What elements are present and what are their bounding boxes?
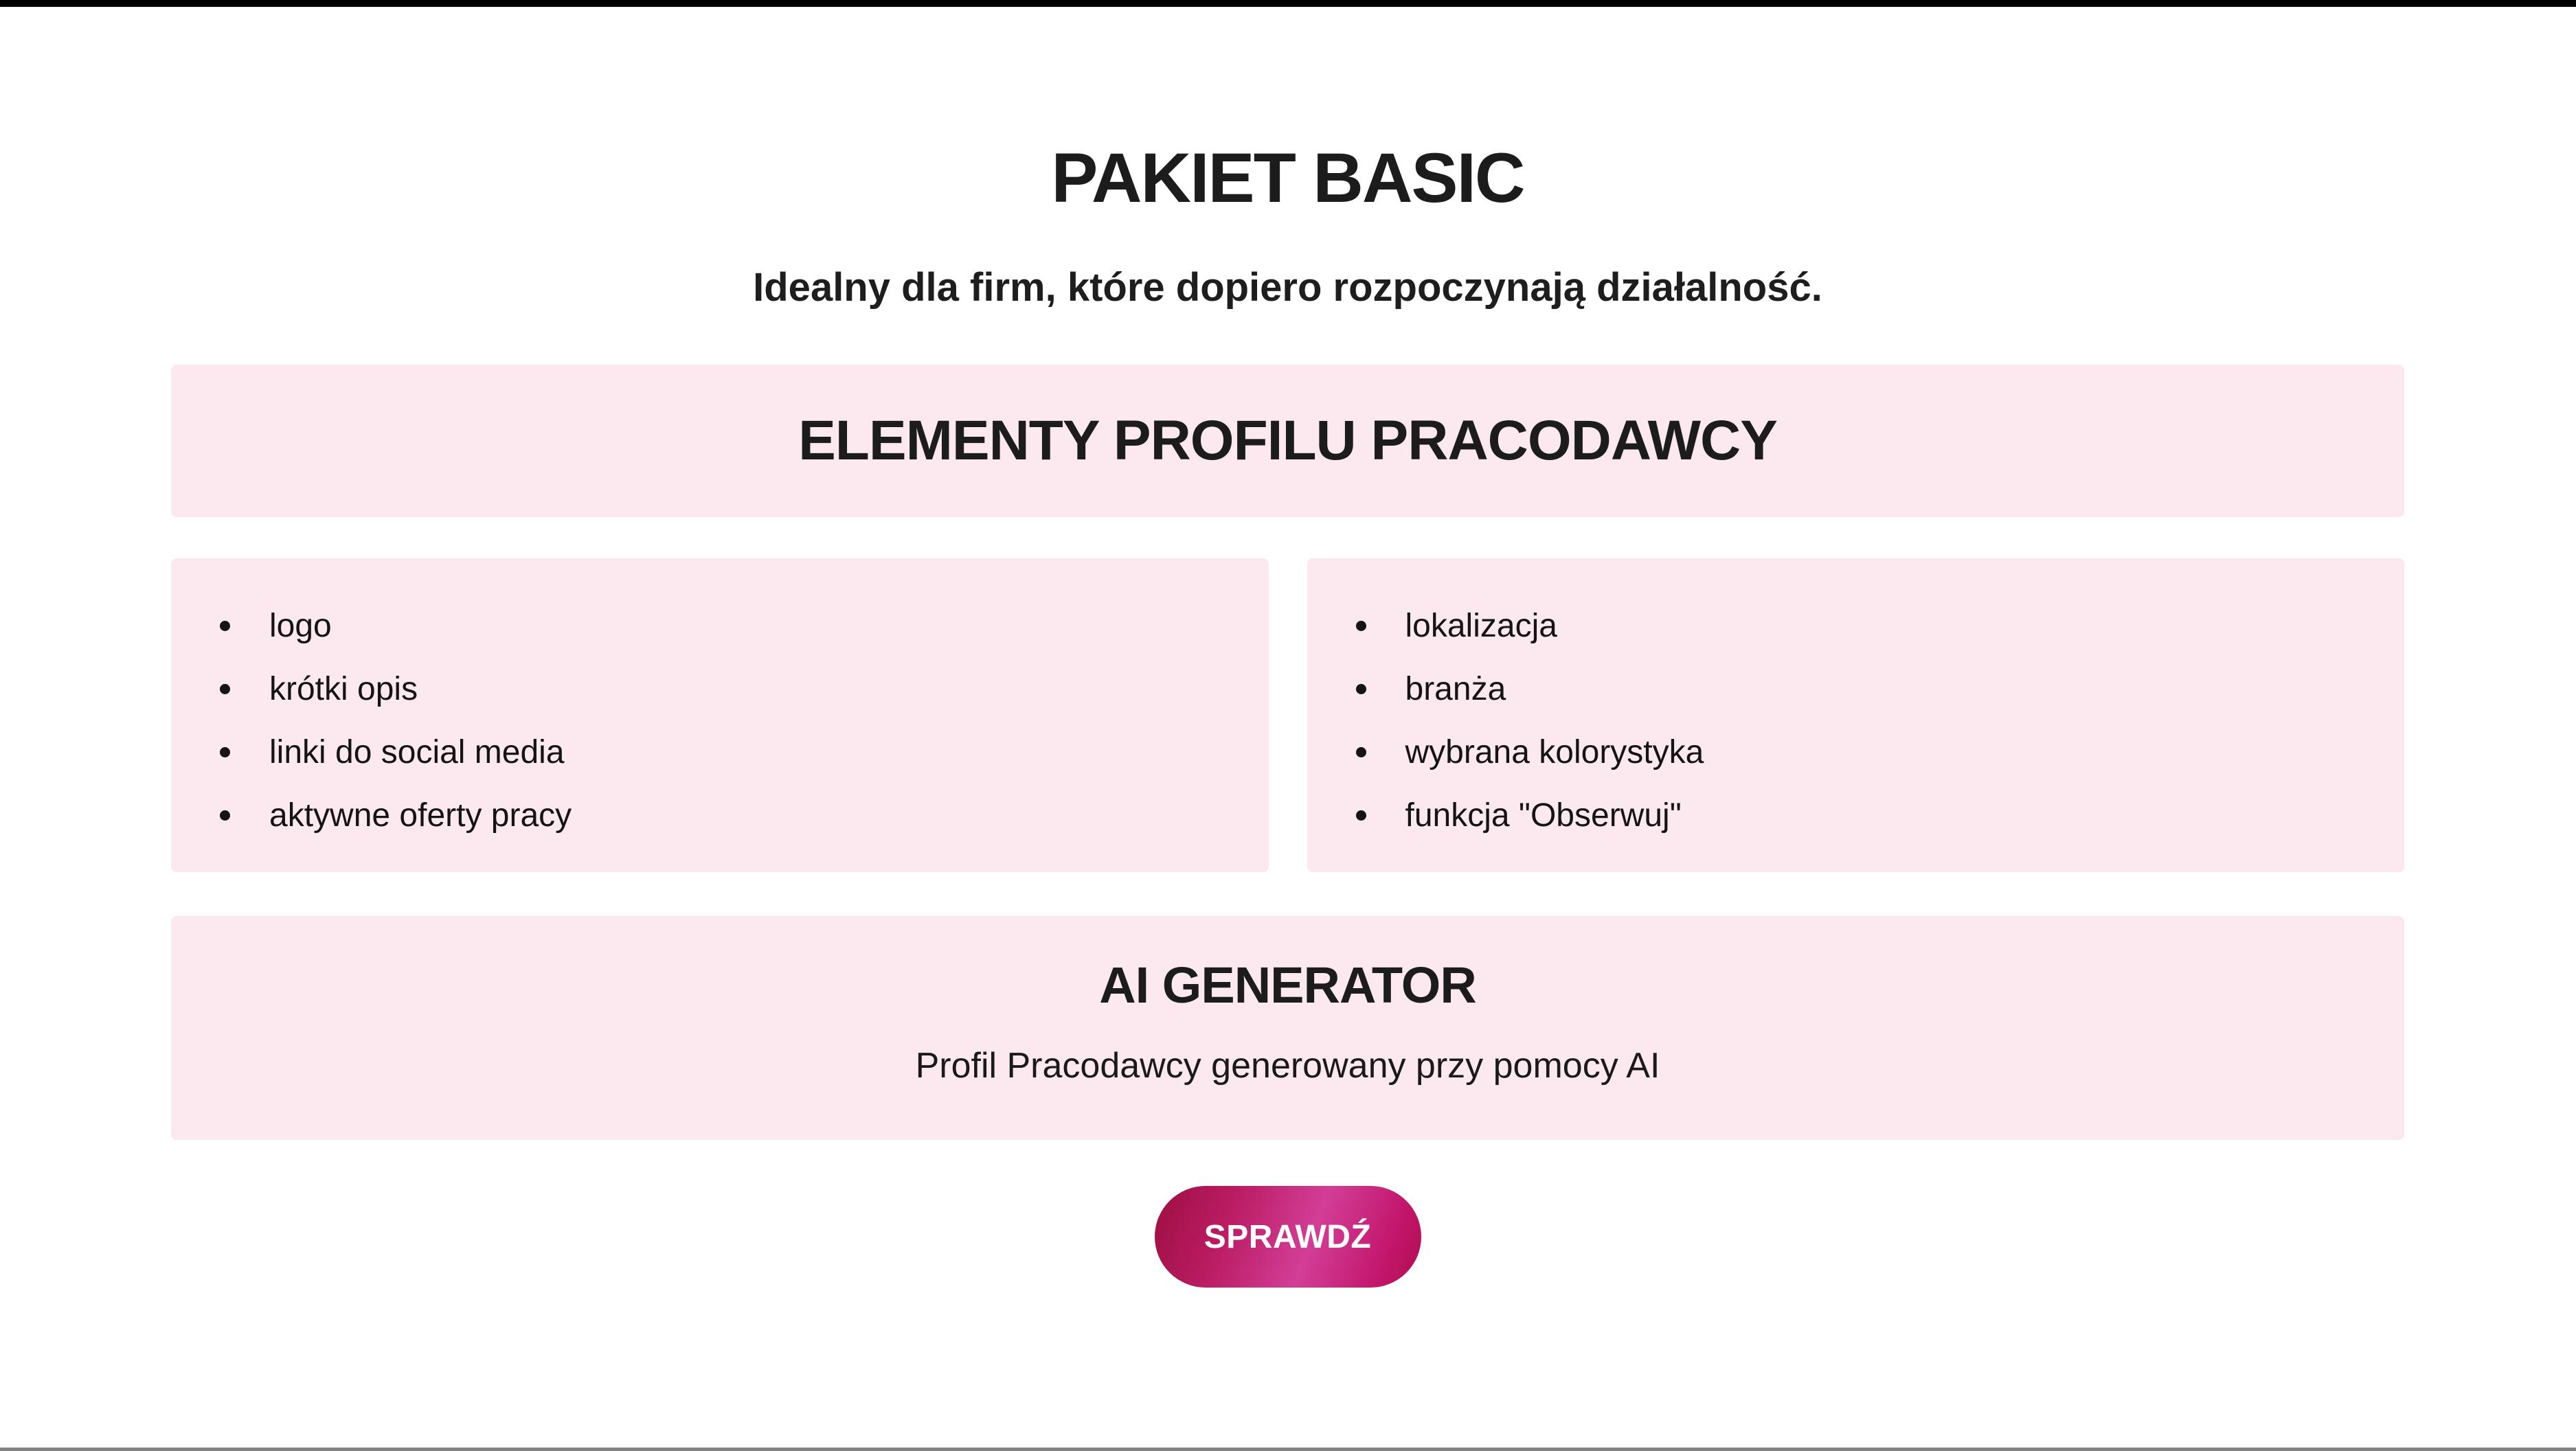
list-item-label: linki do social media: [269, 733, 565, 770]
bullet-icon: [220, 810, 230, 821]
list-item-label: funkcja "Obserwuj": [1405, 797, 1682, 834]
main-content: [171, 0, 2404, 1288]
list-item: [1356, 784, 2377, 847]
bullet-icon: [1356, 621, 1366, 631]
bottom-divider-bar: [0, 1448, 2576, 1451]
bullet-icon: [1356, 810, 1366, 821]
profile-right-list: [1356, 594, 2377, 847]
list-item-label: branża: [1405, 670, 1506, 707]
list-item: [1356, 594, 2377, 657]
list-item: [1356, 657, 2377, 720]
bullet-icon: [1356, 684, 1366, 694]
list-item-label: logo: [269, 607, 332, 644]
list-item-label: wybrana kolorystyka: [1405, 733, 1704, 770]
page-title: PAKIET BASIC: [1051, 139, 1524, 217]
bullet-icon: [220, 684, 230, 694]
list-item: [220, 594, 1241, 657]
cta-row: [171, 1186, 2404, 1288]
ai-generator-box: [171, 916, 2404, 1140]
bullet-icon: [220, 747, 230, 757]
profile-left-list: [220, 594, 1241, 847]
profile-lists-row: [171, 558, 2404, 872]
ai-generator-header: AI GENERATOR: [1099, 957, 1476, 1014]
list-item-label: lokalizacja: [1405, 607, 1557, 644]
bullet-icon: [1356, 747, 1366, 757]
bullet-icon: [220, 621, 230, 631]
profile-left-box: [171, 558, 1269, 872]
list-item: [220, 784, 1241, 847]
sprawdz-button[interactable]: SPRAWDŹ: [1155, 1186, 1421, 1288]
page-subtitle: Idealny dla firm, które dopiero rozpoczynają działalność.: [753, 265, 1822, 310]
profile-section-header-box: [171, 365, 2404, 517]
list-item: [1356, 720, 2377, 784]
list-item-label: krótki opis: [269, 670, 418, 707]
list-item: [220, 720, 1241, 784]
list-item: [220, 657, 1241, 720]
profile-section-header: ELEMENTY PROFILU PRACODAWCY: [798, 409, 1777, 472]
ai-generator-description: Profil Pracodawcy generowany przy pomocy AI: [915, 1046, 1660, 1086]
list-item-label: aktywne oferty pracy: [269, 797, 572, 834]
profile-right-box: [1307, 558, 2405, 872]
